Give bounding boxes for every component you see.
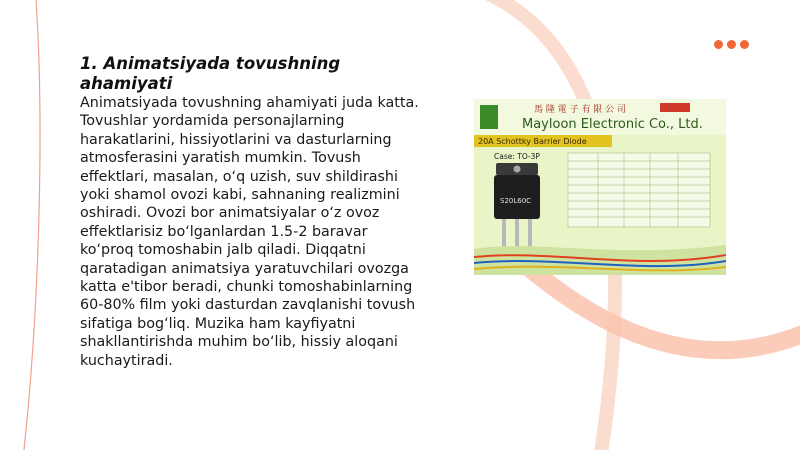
company-logo (480, 105, 498, 129)
company-name: Mayloon Electronic Co., Ltd. (522, 117, 703, 132)
spec-table (568, 153, 710, 227)
case-label: Case: TO-3P (494, 152, 540, 161)
chip-marking: S20L60C (500, 197, 532, 205)
dot (740, 40, 749, 49)
product-name: 20A Schottky Barrier Diode (478, 137, 587, 146)
slide-title: 1. Animatsiyada tovushning ahamiyati (80, 54, 341, 93)
company-chinese-name: 馬 隆 電 子 有 限 公 司 (534, 105, 627, 115)
slide-body-text: Animatsiyada tovushning ahamiyati juda katta. Tovushlar yordamida personajlarning harakatlarini, hissiyotlarini va dasturlarning atmosferasini yaratish mumkin. Tovush effektlari, masalan, o‘q uzish, suv shildirashi yoki shamol ovozi kabi, sahnaning realizmini oshiradi. Ovozi bor animatsiyalar o‘z ovoz effektlarisiz bo‘lganlardan 1.5-2 baravar ko‘proq tomoshabin jalb qiladi. Diqqatni qaratadigan animatsiya yaratuvchilari ovozga katta e'tibor beradi, chunki tomoshabinlarning 60-80% film yoki dasturdan zavqlanishi tovush sifatiga bog‘liq. Muzika ham kayfiyatni shakllantirishda muhim bo‘lib, hissiy aloqani kuchaytiradi. (80, 95, 419, 369)
decorative-dots (714, 40, 749, 49)
product-photo (474, 99, 726, 275)
dot (714, 40, 723, 49)
dot (727, 40, 736, 49)
